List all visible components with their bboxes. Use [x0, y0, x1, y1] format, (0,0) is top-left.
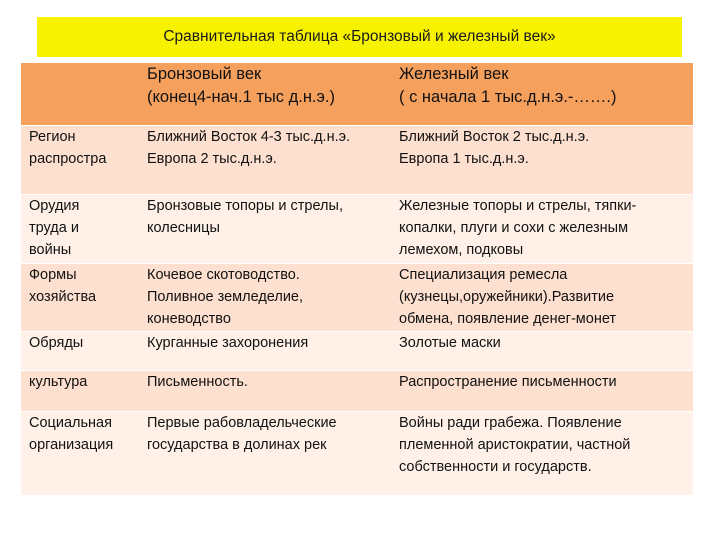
row-label: [21, 126, 139, 195]
comparison-table: [21, 63, 693, 495]
header-iron-age: [391, 63, 693, 126]
cell-line: Распространение письменности: [399, 374, 617, 390]
cell-line: колесницы: [147, 220, 220, 236]
table-row-tools: [21, 195, 693, 264]
cell-line: труда и: [29, 220, 79, 236]
cell-line: Ближний Восток 2 тыс.д.н.э.: [399, 129, 590, 145]
bronze-cell: [139, 332, 391, 371]
cell-line: (кузнецы,оружейники).Развитие: [399, 289, 615, 305]
cell-line: Социальная: [29, 415, 112, 431]
cell-line: лемехом, подковы: [399, 242, 524, 258]
table-row-social: [21, 412, 693, 496]
row-label: [21, 264, 139, 332]
table-row-culture: [21, 371, 693, 412]
title-text: Сравнительная таблица «Бронзовый и железный век»: [163, 28, 556, 45]
cell-line: Железные топоры и стрелы, тяпки-: [399, 198, 637, 214]
header-empty-cell: [21, 63, 139, 126]
bronze-cell: [139, 126, 391, 195]
iron-cell: [391, 412, 693, 496]
cell-line: копалки, плуги и сохи с железным: [399, 220, 629, 236]
iron-cell: [391, 195, 693, 264]
table-row-region: [21, 126, 693, 195]
bronze-cell: [139, 371, 391, 412]
cell-line: Первые рабовладельческие: [147, 415, 337, 431]
cell-line: Европа 1 тыс.д.н.э.: [399, 151, 529, 167]
bronze-cell: [139, 412, 391, 496]
row-label: [21, 332, 139, 371]
cell-line: Золотые маски: [399, 335, 501, 351]
cell-line: Европа 2 тыс.д.н.э.: [147, 151, 277, 167]
cell-line: Письменность.: [147, 374, 248, 390]
iron-cell: [391, 264, 693, 332]
cell-line: государства в долинах рек: [147, 437, 327, 453]
cell-line: Обряды: [29, 335, 84, 351]
cell-line: Поливное земледелие,: [147, 289, 304, 305]
row-label: [21, 195, 139, 264]
header-line: Железный век: [399, 65, 509, 83]
header-bronze-age: [139, 63, 391, 126]
table-row-economy: [21, 264, 693, 332]
cell-line: распростра: [29, 151, 107, 167]
cell-line: культура: [29, 374, 88, 390]
header-line: Бронзовый век: [147, 65, 262, 83]
bronze-cell: [139, 195, 391, 264]
cell-line: собственности и государств.: [399, 459, 592, 475]
cell-line: войны: [29, 242, 72, 258]
cell-line: Войны ради грабежа. Появление: [399, 415, 622, 431]
cell-line: Формы: [29, 267, 77, 283]
cell-line: обмена, появление денег-монет: [399, 311, 617, 327]
header-line: ( с начала 1 тыс.д.н.э.-…….): [399, 88, 617, 106]
cell-line: Бронзовые топоры и стрелы,: [147, 198, 343, 214]
cell-line: Специализация ремесла: [399, 267, 568, 283]
iron-cell: [391, 126, 693, 195]
header-row: [21, 63, 693, 126]
page-title: [37, 17, 682, 57]
table-row-rites: [21, 332, 693, 371]
cell-line: коневодство: [147, 311, 231, 327]
header-line: (конец4-нач.1 тыс д.н.э.): [147, 88, 336, 106]
iron-cell: [391, 332, 693, 371]
cell-line: Регион: [29, 129, 76, 145]
iron-cell: [391, 371, 693, 412]
cell-line: организация: [29, 437, 114, 453]
row-label: [21, 371, 139, 412]
row-label: [21, 412, 139, 496]
cell-line: племенной аристократии, частной: [399, 437, 631, 453]
cell-line: хозяйства: [29, 289, 97, 305]
cell-line: Кочевое скотоводство.: [147, 267, 300, 283]
cell-line: Орудия: [29, 198, 80, 214]
cell-line: Курганные захоронения: [147, 335, 309, 351]
cell-line: Ближний Восток 4-3 тыс.д.н.э.: [147, 129, 351, 145]
bronze-cell: [139, 264, 391, 332]
